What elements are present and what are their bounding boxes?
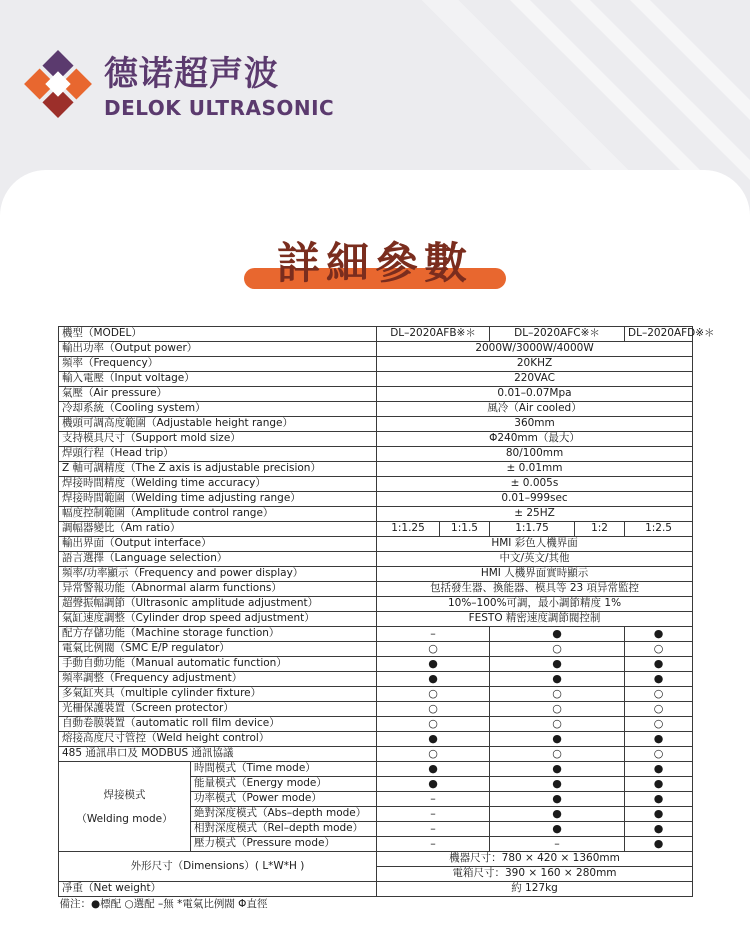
spec-value: 2000W/3000W/4000W — [377, 342, 693, 357]
mark-afc: – — [490, 837, 625, 852]
spec-value: HMI 人機界面實時顯示 — [377, 567, 693, 582]
welding-mode-item: 時間模式（Time mode） — [191, 762, 377, 777]
spec-label: Z 軸可調精度（The Z axis is adjustable precision） — [59, 462, 377, 477]
mark-afd: ○ — [625, 747, 693, 762]
mark-afb: – — [377, 837, 490, 852]
table-row — [59, 402, 693, 417]
mark-afb: – — [377, 627, 490, 642]
spec-label: 幅度控制範圍（Amplitude control range） — [59, 507, 377, 522]
spec-value: 10%–100%可調，最小調節精度 1% — [377, 597, 693, 612]
mark-afb: ● — [377, 732, 490, 747]
mark-afd: ● — [625, 792, 693, 807]
am-ratio-value: 1:2.5 — [625, 522, 693, 537]
mark-afc: ● — [490, 732, 625, 747]
mark-afc: ● — [490, 762, 625, 777]
table-row — [59, 477, 693, 492]
table-row — [59, 417, 693, 432]
model-afc: DL–2020AFC※＊ — [490, 327, 625, 342]
brand-name-en: DELOK ULTRASONIC — [104, 96, 335, 120]
welding-mode-item: 功率模式（Power mode） — [191, 792, 377, 807]
mark-afc: ● — [490, 807, 625, 822]
welding-mode-item: 能量模式（Energy mode） — [191, 777, 377, 792]
mark-afd: ● — [625, 672, 693, 687]
feature-label: 手動自動功能（Manual automatic function） — [59, 657, 377, 672]
mark-afb: ● — [377, 672, 490, 687]
mark-afb: ● — [377, 657, 490, 672]
page-title: 詳細參數 — [277, 239, 473, 289]
welding-mode-item: 相對深度模式（Rel–depth mode） — [191, 822, 377, 837]
dimensions-label: 外形尺寸（Dimensions）( L*W*H ) — [59, 852, 377, 882]
table-row — [59, 717, 693, 732]
feature-label: 熔接高度尺寸管控（Weld height control） — [59, 732, 377, 747]
mark-afd: ● — [625, 762, 693, 777]
spec-label: 輸出功率（Output power） — [59, 342, 377, 357]
mark-afd: ○ — [625, 642, 693, 657]
spec-value: FESTO 精密速度調節閥控制 — [377, 612, 693, 627]
spec-label: 支持模具尺寸（Support mold size） — [59, 432, 377, 447]
brand-name-cn: 德诺超声波 — [104, 54, 279, 94]
am-ratio-label: 調幅器變比（Am ratio） — [59, 522, 377, 537]
spec-label: 輸入電壓（Input voltage） — [59, 372, 377, 387]
table-note: 備注：●標配 ○選配 –無 *電氣比例閥 Φ直徑 — [59, 897, 268, 910]
mark-afc: ● — [490, 792, 625, 807]
feature-label: 多氣缸夾具（multiple cylinder fixture） — [59, 687, 377, 702]
table-row — [59, 642, 693, 657]
table-row — [59, 762, 693, 777]
welding-mode-cn: 焊接模式 — [103, 788, 146, 801]
spec-value: 風冷（Air cooled） — [377, 402, 693, 417]
mark-afc: ● — [490, 822, 625, 837]
model-afb: DL–2020AFB※＊ — [377, 327, 490, 342]
table-row — [59, 522, 693, 537]
table-row — [59, 747, 693, 762]
table-row — [59, 567, 693, 582]
mark-afc: ○ — [490, 642, 625, 657]
spec-value: ± 0.005s — [377, 477, 693, 492]
table-row — [59, 462, 693, 477]
mark-afd: ● — [625, 807, 693, 822]
spec-value: 0.01–999sec — [377, 492, 693, 507]
spec-value: 0.01–0.07Mpa — [377, 387, 693, 402]
brand-logo-icon — [22, 48, 94, 120]
mark-afd: ● — [625, 822, 693, 837]
spec-label: 語言選擇（Language selection） — [59, 552, 377, 567]
table-row — [59, 552, 693, 567]
mark-afb: – — [377, 822, 490, 837]
mark-afc: ● — [490, 657, 625, 672]
feature-label: 頻率調整（Frequency adjustment） — [59, 672, 377, 687]
feature-label: 光柵保護裝置（Screen protector） — [59, 702, 377, 717]
feature-label: 485 通訊串口及 MODBUS 通訊協議 — [59, 747, 377, 762]
mark-afd: ● — [625, 777, 693, 792]
mark-afd: ○ — [625, 702, 693, 717]
table-row — [59, 327, 693, 342]
table-row — [59, 582, 693, 597]
am-ratio-value: 1:2 — [575, 522, 625, 537]
table-row — [59, 387, 693, 402]
mark-afb: ○ — [377, 747, 490, 762]
table-row — [59, 612, 693, 627]
mark-afb: ● — [377, 762, 490, 777]
spec-value: 包括發生器、換能器、模具等 23 項异常監控 — [377, 582, 693, 597]
spec-value: Φ240mm（最大） — [377, 432, 693, 447]
net-weight-label: 凈重（Net weight） — [59, 882, 377, 897]
mark-afd: ○ — [625, 687, 693, 702]
spec-value: 中文/英文/其他 — [377, 552, 693, 567]
model-label: 機型（MODEL） — [59, 327, 377, 342]
table-row — [59, 507, 693, 522]
spec-label: 頻率/功率顯示（Frequency and power display） — [59, 567, 377, 582]
welding-mode-label — [59, 762, 191, 852]
mark-afd: ● — [625, 837, 693, 852]
table-row — [59, 447, 693, 462]
table-row — [59, 882, 693, 897]
spec-table — [58, 326, 715, 912]
spec-label: 异常警報功能（Abnormal alarm functions） — [59, 582, 377, 597]
table-row — [59, 342, 693, 357]
am-ratio-value: 1:1.75 — [490, 522, 575, 537]
net-weight-value: 約 127kg — [377, 882, 693, 897]
mark-afd: ○ — [625, 717, 693, 732]
welding-mode-item: 壓力模式（Pressure mode） — [191, 837, 377, 852]
spec-label: 冷却系統（Cooling system） — [59, 402, 377, 417]
welding-mode-item: 絶對深度模式（Abs–depth mode） — [191, 807, 377, 822]
mark-afb: ○ — [377, 702, 490, 717]
spec-value: 80/100mm — [377, 447, 693, 462]
table-row — [59, 732, 693, 747]
table-row — [59, 687, 693, 702]
spec-label: 氣壓（Air pressure） — [59, 387, 377, 402]
mark-afb: ○ — [377, 687, 490, 702]
feature-label: 電氣比例閥（SMC E/P regulator） — [59, 642, 377, 657]
mark-afc: ○ — [490, 702, 625, 717]
feature-label: 自動卷膜裝置（automatic roll film device） — [59, 717, 377, 732]
mark-afc: ○ — [490, 717, 625, 732]
table-row — [59, 432, 693, 447]
mark-afd: ● — [625, 657, 693, 672]
mark-afb: – — [377, 807, 490, 822]
machine-size: 機器尺寸：780 × 420 × 1360mm — [377, 852, 693, 867]
mark-afd: ● — [625, 732, 693, 747]
feature-label: 配方存儲功能（Machine storage function） — [59, 627, 377, 642]
mark-afb: – — [377, 792, 490, 807]
mark-afd: ● — [625, 627, 693, 642]
mark-afc: ● — [490, 777, 625, 792]
welding-mode-en: （Welding mode） — [76, 812, 173, 825]
mark-afc: ○ — [490, 687, 625, 702]
spec-label: 氣缸速度調整（Cylinder drop speed adjustment） — [59, 612, 377, 627]
table-row — [59, 537, 693, 552]
mark-afb: ○ — [377, 717, 490, 732]
spec-label: 輸出界面（Output interface） — [59, 537, 377, 552]
spec-value: 220VAC — [377, 372, 693, 387]
mark-afc: ● — [490, 627, 625, 642]
table-row — [59, 597, 693, 612]
table-row — [59, 492, 693, 507]
spec-value: ± 25HZ — [377, 507, 693, 522]
spec-value: ± 0.01mm — [377, 462, 693, 477]
mark-afb: ○ — [377, 642, 490, 657]
table-row — [59, 672, 693, 687]
table-row — [59, 357, 693, 372]
table-row — [59, 852, 693, 867]
am-ratio-value: 1:1.25 — [377, 522, 440, 537]
spec-value: HMI 彩色人機界面 — [377, 537, 693, 552]
box-size: 電箱尺寸：390 × 160 × 280mm — [377, 867, 693, 882]
mark-afc: ● — [490, 672, 625, 687]
table-row — [59, 702, 693, 717]
model-afd: DL–2020AFD※＊ — [625, 327, 693, 342]
spec-label: 機頭可調高度範圍（Adjustable height range） — [59, 417, 377, 432]
mark-afc: ○ — [490, 747, 625, 762]
table-row — [59, 897, 693, 912]
spec-label: 焊頭行程（Head trip） — [59, 447, 377, 462]
am-ratio-value: 1:1.5 — [440, 522, 490, 537]
spec-label: 焊接時間範圍（Welding time adjusting range） — [59, 492, 377, 507]
spec-label: 頻率（Frequency） — [59, 357, 377, 372]
spec-value: 360mm — [377, 417, 693, 432]
table-row — [59, 657, 693, 672]
spec-value: 20KHZ — [377, 357, 693, 372]
table-row — [59, 627, 693, 642]
table-row — [59, 372, 693, 387]
spec-label: 超聲振幅調節（Ultrasonic amplitude adjustment） — [59, 597, 377, 612]
mark-afb: ● — [377, 777, 490, 792]
spec-label: 焊接時間精度（Welding time accuracy） — [59, 477, 377, 492]
